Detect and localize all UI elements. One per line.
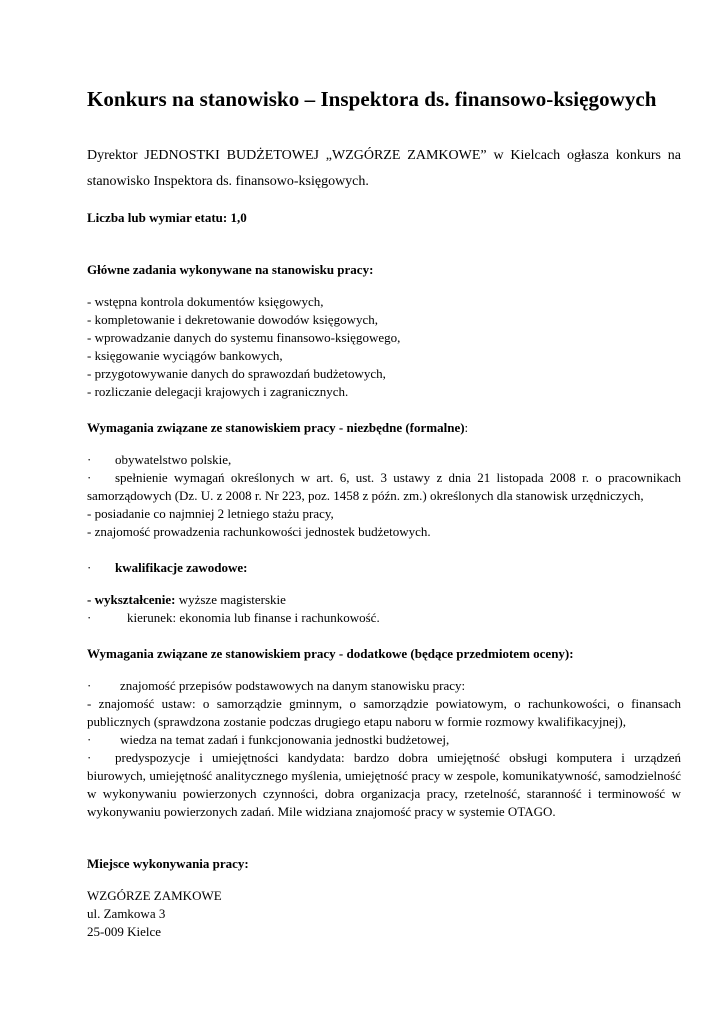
list-item: - księgowanie wyciągów bankowych, bbox=[87, 348, 283, 363]
bullet-icon: · bbox=[87, 610, 92, 625]
required-heading: Wymagania związane ze stanowiskiem pracy - niezbędne (formalne) bbox=[87, 420, 465, 435]
list-item: - przygotowywanie danych do sprawozdań budżetowych, bbox=[87, 366, 386, 381]
education-label: - wykształcenie: bbox=[87, 592, 176, 607]
place-name: WZGÓRZE ZAMKOWE bbox=[87, 888, 222, 903]
required-item-2: spełnienie wymagań określonych w art. 6, ust. 3 ustawy z dnia 21 listopada 2008 r. o pracownikach samorządowych (Dz. U. z 2008 r. Nr 223, poz. 1458 z późn. zm.) określonych dla stanowisk urzędniczych, bbox=[87, 470, 681, 503]
direction-text: kierunek: ekonomia lub finanse i rachunkowość. bbox=[127, 610, 380, 625]
bullet-icon: · bbox=[87, 732, 92, 747]
list-item: - wprowadzanie danych do systemu finansowo-księgowego, bbox=[87, 330, 401, 345]
bullet-icon: · bbox=[87, 452, 92, 467]
list-item: - wstępna kontrola dokumentów księgowych, bbox=[87, 294, 324, 309]
list-item bbox=[87, 749, 681, 821]
place-city: 25-009 Kielce bbox=[87, 924, 162, 939]
required-heading-suffix: : bbox=[464, 420, 469, 435]
list-item: - posiadanie co najmniej 2 letniego stażu pracy, bbox=[87, 506, 334, 521]
additional-item-3: predyspozycje i umiejętności kandydata: bardzo dobra umiejętność obsługi komputera i urządzeń biurowych, umiejętność analitycznego myślenia, umiejętność pracy w zespole, komunikatywność, samodzielność w wykonywaniu powierzonych czynności, dobra organizacja pracy, rzetelność, staranność i terminowość w wykonywaniu powierzonych zadań. Mile widziana znajomość pracy w systemie OTAGO. bbox=[87, 750, 681, 819]
list-item bbox=[87, 451, 681, 469]
place-heading: Miejsce wykonywania pracy: bbox=[87, 856, 249, 871]
direction-line bbox=[87, 609, 681, 627]
qualifications-heading: kwalifikacje zawodowe: bbox=[115, 560, 248, 575]
additional-item-2: wiedza na temat zadań i funkcjonowania jednostki budżetowej, bbox=[120, 732, 450, 747]
list-item bbox=[87, 677, 681, 695]
qualifications-heading-line bbox=[87, 559, 681, 577]
list-item: - kompletowanie i dekretowanie dowodów księgowych, bbox=[87, 312, 378, 327]
additional-item-1-detail: - znajomość ustaw: o samorządzie gminnym, o samorządzie powiatowym, o rachunkowości, o finansach publicznych (sprawdzona zostanie podczas drugiego etapu naboru w formie rozmowy kwalifikacyjnej), bbox=[87, 696, 681, 729]
additional-heading: Wymagania związane ze stanowiskiem pracy - dodatkowe (będące przedmiotem oceny): bbox=[87, 646, 574, 661]
document-page bbox=[87, 85, 681, 941]
required-heading-line bbox=[87, 419, 681, 437]
tasks-list bbox=[87, 293, 681, 401]
list-item bbox=[87, 731, 681, 749]
intro-paragraph: Dyrektor JEDNOSTKI BUDŻETOWEJ „WZGÓRZE ZAMKOWE” w Kielcach ogłasza konkurs na stanowisko Inspektora ds. finansowo-księgowych. bbox=[87, 148, 681, 189]
list-item bbox=[87, 469, 681, 505]
required-item-1: obywatelstwo polskie, bbox=[115, 452, 232, 467]
education-value: wyższe magisterskie bbox=[175, 592, 286, 607]
education-line bbox=[87, 591, 681, 609]
tasks-heading: Główne zadania wykonywane na stanowisku pracy: bbox=[87, 262, 374, 277]
bullet-icon: · bbox=[87, 750, 92, 765]
list-item: - rozliczanie delegacji krajowych i zagranicznych. bbox=[87, 384, 349, 399]
bullet-icon: · bbox=[87, 470, 92, 485]
bullet-icon: · bbox=[87, 560, 92, 575]
list-item: - znajomość prowadzenia rachunkowości jednostek budżetowych. bbox=[87, 524, 431, 539]
bullet-icon: · bbox=[87, 678, 92, 693]
etat-line: Liczba lub wymiar etatu: 1,0 bbox=[87, 210, 247, 225]
place-street: ul. Zamkowa 3 bbox=[87, 906, 166, 921]
document-title: Konkurs na stanowisko – Inspektora ds. finansowo-księgowych bbox=[87, 87, 657, 111]
additional-item-1: znajomość przepisów podstawowych na danym stanowisku pracy: bbox=[120, 678, 466, 693]
